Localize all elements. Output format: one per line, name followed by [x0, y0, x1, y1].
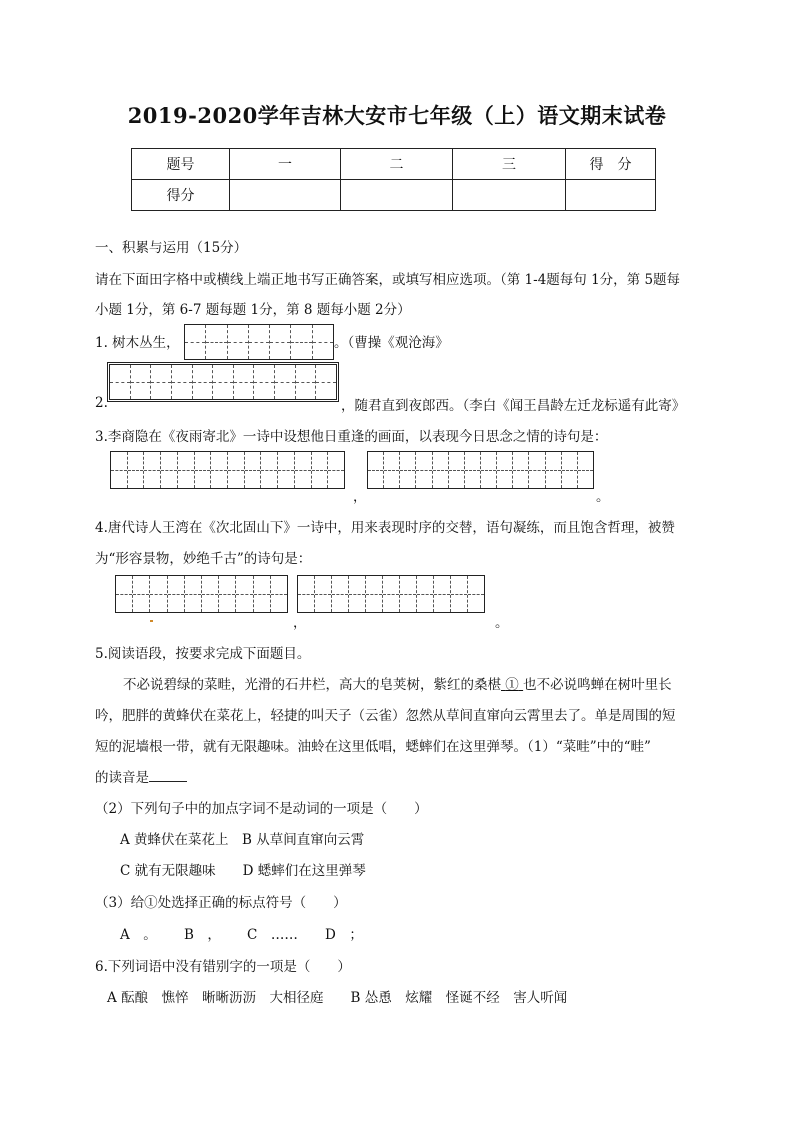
table-header-cell: 一 [230, 149, 341, 180]
question-5-sub3: （3）给①处选择正确的标点符号（ ） [95, 895, 347, 911]
table-header-cell: 二 [341, 149, 453, 180]
question-3-answer-grid-1[interactable] [110, 451, 345, 489]
question-3-answer-grid-2[interactable] [367, 451, 594, 489]
blank-marker-label: ① [505, 677, 519, 693]
passage-text: 不必说碧绿的菜畦，光滑的石井栏，高大的皂荚树，紫红的桑椹 [123, 677, 501, 693]
score-table [131, 148, 656, 211]
question-2-prefix: 2. [95, 395, 108, 411]
score-cell[interactable] [566, 180, 656, 211]
page-title: 2019-2020学年吉林大安市七年级（上）语文期末试卷 [127, 103, 667, 128]
score-cell[interactable] [453, 180, 566, 211]
table-row-label: 得分 [132, 180, 230, 211]
option-d: D ； [325, 927, 363, 943]
score-table-header-row [132, 149, 656, 180]
section-heading: 一、积累与运用（15分） [95, 240, 248, 256]
instructions-line: 请在下面田字格中或横线上端正地书写正确答案，或填写相应选项。（第 1-4题每句 1分，第 5题每 [95, 272, 681, 288]
question-3-period: 。 [596, 489, 610, 505]
score-table-row [132, 180, 656, 211]
question-4-answer-grid-1[interactable] [115, 575, 288, 613]
answer-blank[interactable] [149, 769, 187, 782]
question-3-comma: ， [353, 489, 367, 505]
question-1-suffix: 。（曹操《观沧海》 [334, 335, 449, 351]
blank-marker[interactable] [501, 677, 523, 693]
question-4-comma: ， [293, 615, 307, 631]
table-header-cell: 得 分 [566, 149, 656, 180]
table-header-cell: 三 [453, 149, 566, 180]
question-4-line: 4.唐代诗人王湾在《次北固山下》一诗中，用来表现时序的交替，语句凝练，而且饱含哲理，被赞 [95, 520, 675, 536]
question-2-suffix: ，随君直到夜郎西。（李白《闻王昌龄左迁龙标遥有此寄》 [341, 398, 686, 414]
score-cell[interactable] [230, 180, 341, 211]
question-4-answer-grid-2[interactable] [297, 575, 485, 613]
question-2-answer-grid[interactable] [107, 362, 339, 402]
question-4-line: 为“形容景物，妙绝千古”的诗句是： [95, 551, 312, 567]
option-a: A 。 [120, 927, 157, 943]
score-cell[interactable] [341, 180, 453, 211]
passage-line [95, 766, 187, 786]
option-c: C …… [247, 927, 298, 943]
instructions-line: 小题 1分，第 6-7 题每题 1分，第 8 题每小题 2分） [95, 302, 411, 318]
option-b: B ， [184, 927, 221, 943]
passage-text: 也不必说鸣蝉在树叶里长 [523, 677, 672, 693]
question-5-sub2: （2）下列句子中的加点字词不是动词的一项是（ ） [95, 801, 428, 817]
table-header-cell: 题号 [132, 149, 230, 180]
passage-line: 短的泥墙根一带，就有无限趣味。油蛉在这里低唱，蟋蟀们在这里弹琴。（1）“菜畦”中的“畦” [95, 739, 651, 755]
option-line: C 就有无限趣味 D 蟋蟀们在这里弹琴 [120, 863, 366, 879]
passage-line [123, 673, 672, 693]
question-6-options: A 酝酿 憔悴 晰晰沥沥 大相径庭 B 怂恿 炫耀 怪诞不经 害人听闻 [107, 990, 568, 1006]
passage-line: 吟，肥胖的黄蜂伏在菜花上，轻捷的叫天子（云雀）忽然从草间直窜向云霄里去了。单是周围的短 [95, 708, 676, 724]
question-6-text: 6.下列词语中没有错别字的一项是（ ） [95, 959, 351, 975]
question-4-period: 。 [495, 615, 509, 631]
option-line: A 黄蜂伏在菜花上 B 从草间直窜向云霄 [120, 832, 365, 848]
question-1-prefix: 1. 树木丛生， [95, 335, 180, 351]
passage-text: 的读音是 [95, 770, 149, 786]
question-5-heading: 5.阅读语段，按要求完成下面题目。 [95, 646, 311, 662]
question-3-text: 3.李商隐在《夜雨寄北》一诗中设想他日重逢的画面，以表现今日思念之情的诗句是： [95, 429, 608, 445]
decorative-dot [150, 620, 153, 622]
question-1-answer-grid[interactable] [184, 324, 334, 360]
